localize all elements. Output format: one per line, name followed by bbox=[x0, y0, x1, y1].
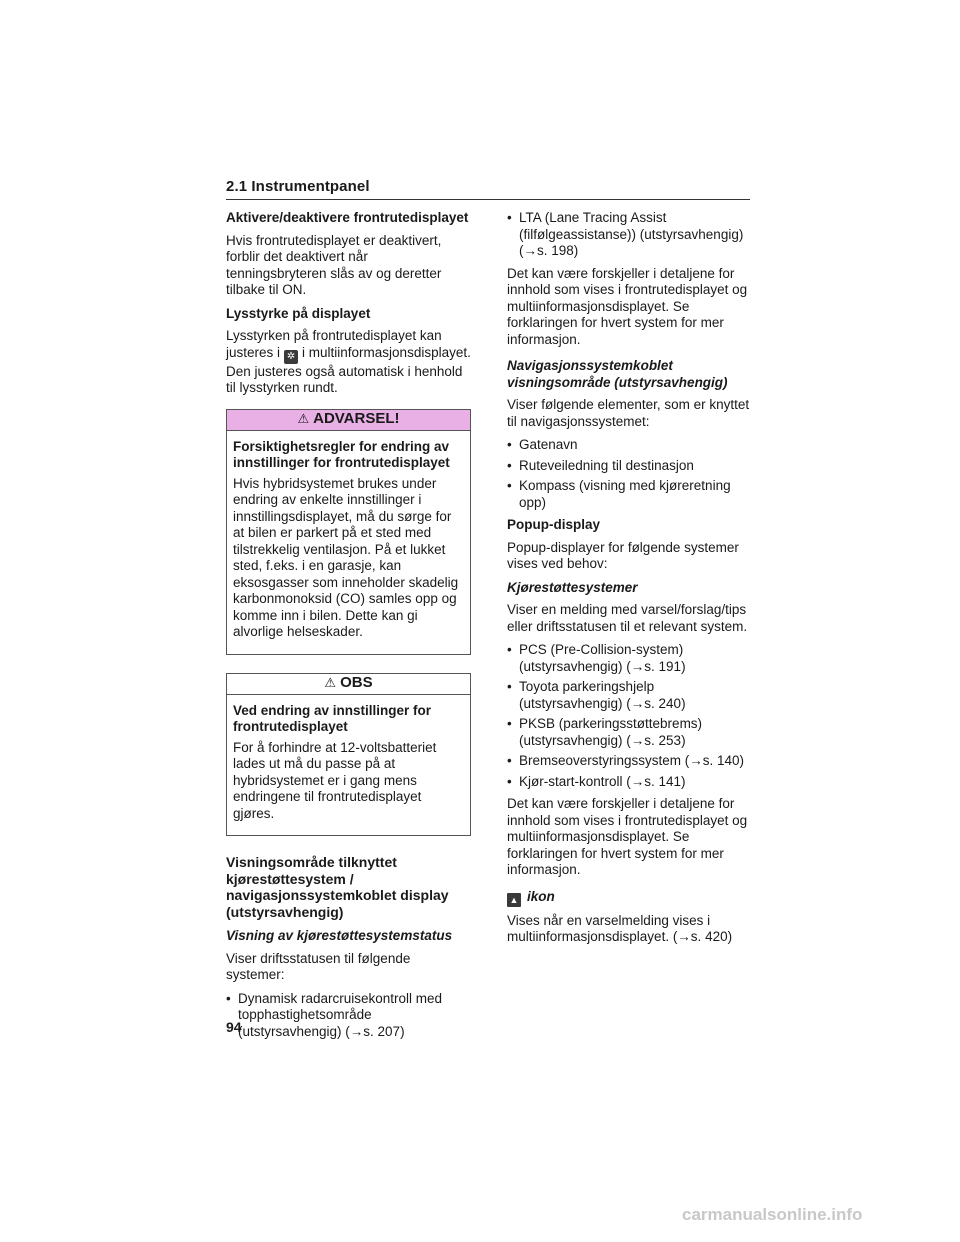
settings-icon: ✲ bbox=[284, 350, 298, 364]
text-popup: Popup-displayer for følgende systemer vises ved behov: bbox=[507, 539, 739, 571]
text-brightness-b: i multiinformasjonsdisplayet. Den justeres også automatisk i henhold til lysstyrken rundt. bbox=[226, 344, 471, 395]
section-header bbox=[226, 179, 750, 200]
section-title: 2.1 Instrumentpanel bbox=[226, 178, 370, 195]
warning-body bbox=[227, 431, 470, 641]
warning-label: ADVARSEL! bbox=[313, 410, 400, 428]
text-activate: Hvis frontrutedisplayet er deaktivert, forblir det deaktivert når tenningsbryteren slås av og deretter tilbake til ON. bbox=[226, 232, 442, 297]
notice-body bbox=[227, 695, 470, 823]
warning-triangle-icon: ⚠ bbox=[297, 411, 310, 427]
list-item: • Kompass (visning med kjøreretning opp) bbox=[507, 478, 731, 510]
text-brightness-a: Lysstyrken på frontrutedisplayet kan justeres i bbox=[226, 328, 442, 360]
notice-triangle-icon: ⚠ bbox=[324, 675, 337, 691]
notice-box bbox=[226, 673, 471, 837]
heading-kss: Kjørestøttesystemer bbox=[507, 579, 638, 595]
list-item: • Kjør-start-kontroll (→s. 141) bbox=[507, 773, 686, 789]
text-ikon: Vises når en varselmelding vises i multiinformasjonsdisplayet. (→s. 420) bbox=[507, 912, 733, 944]
text-differences-1: Det kan være forskjeller i detaljene for innhold som vises i frontrutedisplayet og multiinformasjonsdisplayet. Se forklaringen for hvert system for mer informasjon. bbox=[507, 265, 748, 347]
list-item: • Bremseoverstyringssystem (→s. 140) bbox=[507, 753, 745, 768]
list-item: • Dynamisk radarcruisekontroll med topphastighetsområde (utstyrsavhengig) (→s. 207) bbox=[226, 990, 443, 1039]
status-list-continued bbox=[507, 210, 752, 260]
warning-box bbox=[226, 409, 471, 655]
watermark: carmanualsonline.info bbox=[682, 1205, 863, 1224]
text-nav: Viser følgende elementer, som er knyttet til navigasjonssystemet: bbox=[507, 397, 750, 429]
notice-label: OBS bbox=[340, 674, 373, 692]
heading-ikon: ▲ ikon bbox=[507, 889, 752, 907]
heading-brightness: Lysstyrke på displayet bbox=[226, 305, 371, 321]
text-status: Viser driftsstatusen til følgende systemer: bbox=[226, 950, 411, 982]
warning-message-icon: ▲ bbox=[507, 893, 521, 907]
text-kss: Viser en melding med varsel/forslag/tips eller driftsstatusen til et relevant system. bbox=[507, 602, 748, 634]
list-item: • LTA (Lane Tracing Assist (filfølgeassistanse)) (utstyrsavhengig) (→s. 198) bbox=[507, 210, 744, 258]
text-brightness bbox=[226, 328, 471, 397]
text-differences-2: Det kan være forskjeller i detaljene for innhold som vises i frontrutedisplayet og multiinformasjonsdisplayet. Se forklaringen for hvert system for mer informasjon. bbox=[507, 796, 748, 877]
list-item: • Ruteveiledning til destinasjon bbox=[507, 457, 694, 473]
list-item: • PKSB (parkeringsstøttebrems) (utstyrsavhengig) (→s. 253) bbox=[507, 716, 703, 748]
page-number: 94 bbox=[226, 1019, 242, 1035]
heading-popup: Popup-display bbox=[507, 517, 601, 532]
left-column bbox=[226, 210, 471, 1046]
list-item: • Gatenavn bbox=[507, 437, 578, 452]
warning-text: Hvis hybridsystemet brukes under endring av enkelte innstillinger i innstillingsdisplayet, må du sørge for at bilen er parkert på et sted med tilstrekkelig ventilasjon. På et lukket sted, f.eks. i en garasje, kan eksosgasser som inneholder skadelig karbonmonoksid (CO) samles opp og komme inn i bilen. Dette kan gi alvorlige helseskader. bbox=[233, 475, 459, 639]
nav-list bbox=[507, 437, 752, 511]
heading-nav: Navigasjonssystemkoblet visningsområde (utstyrsavhengig) bbox=[507, 358, 728, 390]
right-column bbox=[507, 210, 752, 953]
list-item: • PCS (Pre-Collision-system) (utstyrsavhengig) (→s. 191) bbox=[507, 642, 686, 674]
warning-heading: Forsiktighetsregler for endring av innstillinger for frontrutedisplayet bbox=[233, 438, 450, 470]
heading-display-area: Visningsområde tilknyttet kjørestøttesystem / navigasjonssystemkoblet display (utstyrsavhengig) bbox=[226, 854, 449, 920]
notice-text: For å forhindre at 12-voltsbatteriet lades ut må du passe på at hybridsystemet er i gang mens endringene til frontrutedisplayet gjøres. bbox=[233, 739, 437, 821]
heading-activate: Aktivere/deaktivere frontrutedisplayet bbox=[226, 210, 469, 225]
warning-header bbox=[227, 410, 470, 431]
list-item: • Toyota parkeringshjelp (utstyrsavhengig) (→s. 240) bbox=[507, 679, 686, 711]
notice-heading: Ved endring av innstillinger for frontrutedisplayet bbox=[233, 702, 432, 734]
heading-status: Visning av kjørestøttesystemstatus bbox=[226, 928, 453, 943]
notice-header bbox=[227, 674, 470, 695]
status-list bbox=[226, 991, 471, 1041]
kss-list bbox=[507, 642, 752, 790]
